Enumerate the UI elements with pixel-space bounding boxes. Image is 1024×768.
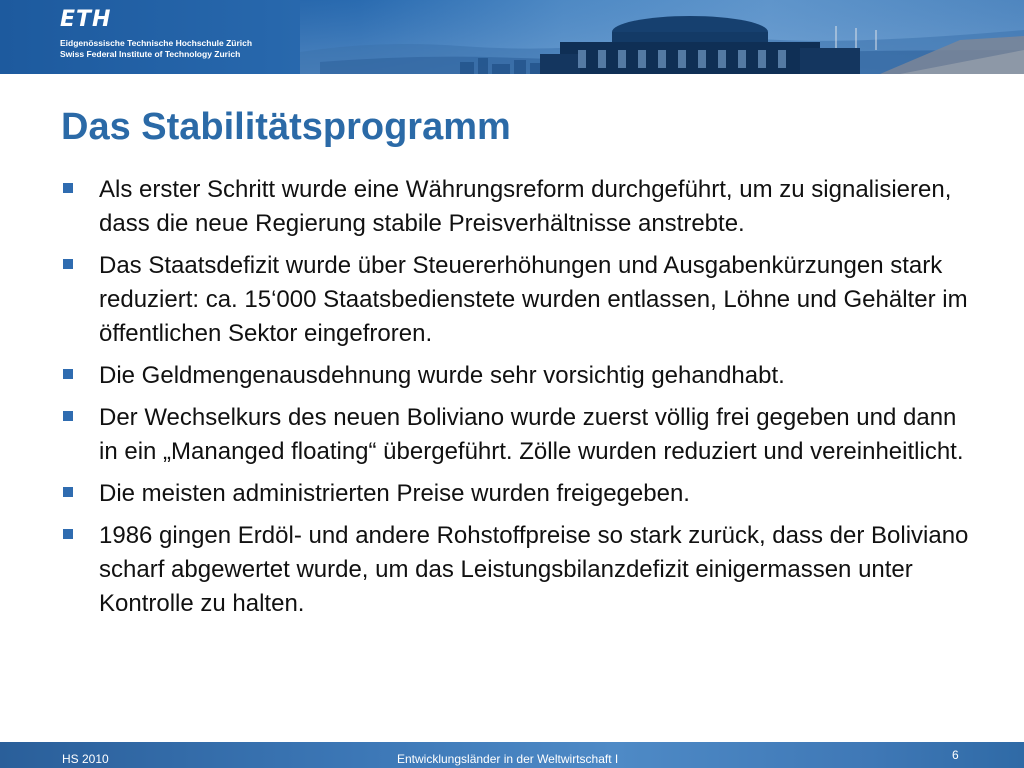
bullet-item — [60, 401, 970, 469]
bullet-text: Die meisten administrierten Preise wurden freigegeben. — [99, 480, 690, 507]
square-bullet-icon — [63, 529, 73, 539]
square-bullet-icon — [63, 259, 73, 269]
bullet-text: 1986 gingen Erdöl- und andere Rohstoffpreise so stark zurück, dass der Boliviano scharf abgewertet wurde, um das Leistungsbilanzdefizit einigermassen unter Kontrolle zu halten. — [99, 522, 969, 617]
bullet-text: Die Geldmengenausdehnung wurde sehr vorsichtig gehandhabt. — [99, 362, 785, 389]
header-banner — [0, 0, 1024, 74]
bullet-item — [60, 249, 970, 351]
square-bullet-icon — [63, 369, 73, 379]
institution-name-en: Swiss Federal Institute of Technology Zurich — [60, 49, 241, 59]
footer-bar — [0, 742, 1024, 768]
eth-main-building-photo — [0, 0, 1024, 74]
bullet-item — [60, 519, 970, 621]
square-bullet-icon — [63, 411, 73, 421]
bullet-item — [60, 359, 970, 393]
bullet-text: Als erster Schritt wurde eine Währungsreform durchgeführt, um zu signalisieren, dass die neue Regierung stabile Preisverhältnisse anstrebte. — [99, 176, 952, 237]
slide-title: Das Stabilitätsprogramm — [61, 106, 511, 148]
bullet-text: Der Wechselkurs des neuen Boliviano wurde zuerst völlig frei gegeben und dann in ein „Mananged floating“ übergeführt. Zölle wurden reduziert und vereinheitlicht. — [99, 404, 964, 465]
bullet-item — [60, 477, 970, 511]
square-bullet-icon — [63, 487, 73, 497]
footer-course-title: Entwicklungsländer in der Weltwirtschaft I — [397, 752, 619, 766]
bullet-list — [60, 173, 970, 629]
bullet-item — [60, 173, 970, 241]
square-bullet-icon — [63, 183, 73, 193]
institution-name-de: Eidgenössische Technische Hochschule Zürich — [60, 38, 253, 48]
page-number: 6 — [952, 748, 959, 762]
eth-logo: ETH — [60, 7, 112, 32]
bullet-text: Das Staatsdefizit wurde über Steuererhöhungen und Ausgabenkürzungen stark reduziert: ca. 15‘000 Staatsbedienstete wurden entlassen, Löhne und Gehälter im öffentlichen Sektor eingefroren. — [99, 252, 968, 347]
footer-semester: HS 2010 — [62, 752, 109, 766]
